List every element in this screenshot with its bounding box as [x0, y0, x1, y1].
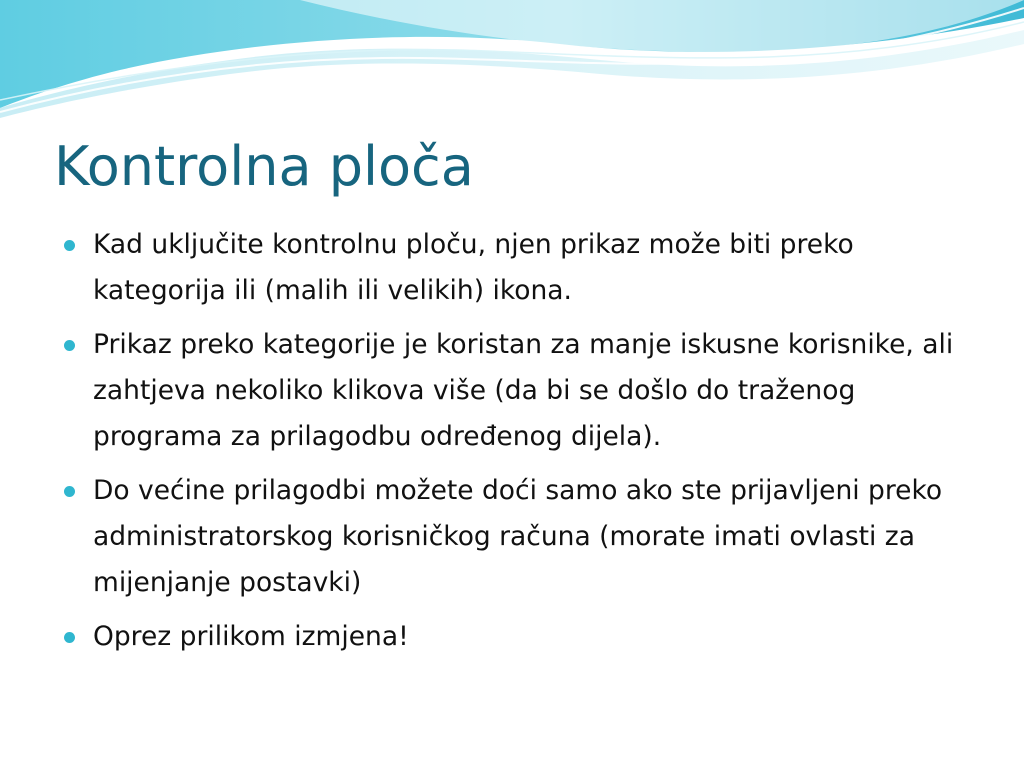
- slide-title: Kontrolna ploča: [54, 135, 474, 198]
- wave-header-decoration: [0, 0, 1024, 120]
- bullet-dot-icon: [64, 340, 75, 351]
- bullet-dot-icon: [64, 632, 75, 643]
- bullet-item: [60, 322, 980, 460]
- bullet-text: Do većine prilagodbi možete doći samo ako ste prijavljeni preko administratorskog korisničkog računa (morate imati ovlasti za mijenjanje postavki): [93, 475, 943, 598]
- bullet-text: Kad uključite kontrolnu ploču, njen prikaz može biti preko kategorija ili (malih ili velikih) ikona.: [93, 229, 854, 306]
- bullet-dot-icon: [64, 486, 75, 497]
- bullet-list: [60, 222, 980, 668]
- bullet-item: [60, 468, 980, 606]
- bullet-dot-icon: [64, 240, 75, 251]
- bullet-item: [60, 222, 980, 314]
- bullet-text: Oprez prilikom izmjena!: [93, 621, 409, 652]
- bullet-text: Prikaz preko kategorije je koristan za manje iskusne korisnike, ali zahtjeva nekoliko klikova više (da bi se došlo do traženog programa za prilagodbu određenog dijela).: [93, 329, 954, 452]
- bullet-item: [60, 614, 980, 660]
